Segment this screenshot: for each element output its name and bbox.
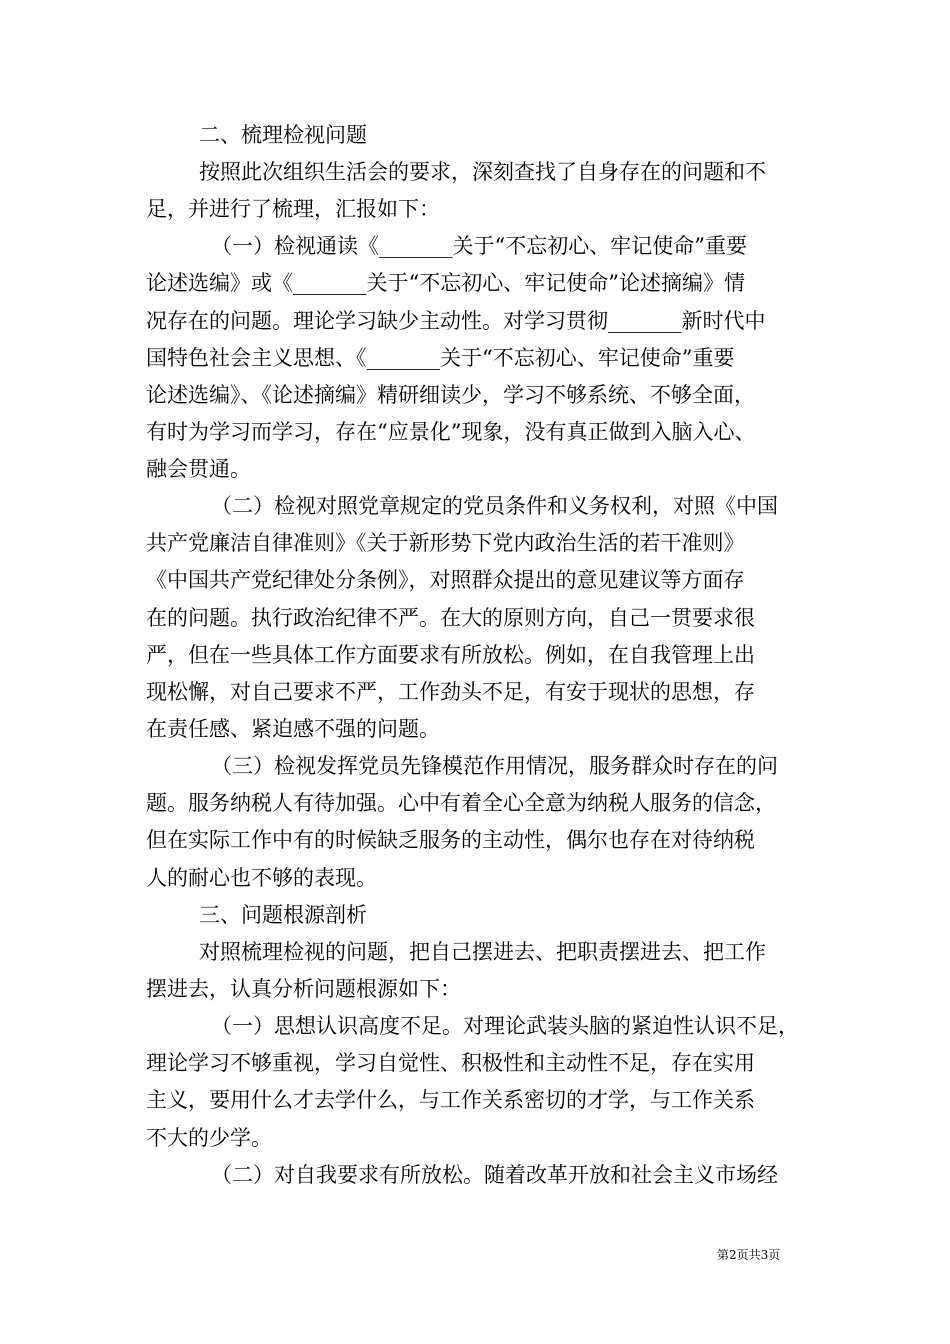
section-heading: 二、梳理检视问题 (199, 123, 367, 147)
paragraph-line: （二）对自我要求有所放松。随着改革开放和社会主义市场经 (211, 1163, 778, 1187)
paragraph-line: 融会贯通。 (146, 457, 251, 481)
paragraph-line: 主义，要用什么才去学什么，与工作关系密切的才学，与工作关系 (146, 1088, 755, 1112)
paragraph-line: 但在实际工作中有的时候缺乏服务的主动性，偶尔也存在对待纳税 (146, 828, 755, 852)
page-number: 第2页共3页 (717, 1248, 781, 1262)
paragraph-line: 理论学习不够重视，学习自觉性、积极性和主动性不足，存在实用 (146, 1051, 755, 1075)
paragraph-line: 题。服务纳税人有待加强。心中有着全心全意为纳税人服务的信念， (146, 791, 776, 815)
paragraph-line: 对照梳理检视的问题，把自己摆进去、把职责摆进去、把工作 (199, 940, 766, 964)
paragraph-line: 不大的少学。 (146, 1126, 272, 1150)
paragraph-line: 在的问题。执行政治纪律不严。在大的原则方向，自己一贯要求很 (146, 606, 755, 630)
paragraph-line: 按照此次组织生活会的要求，深刻查找了自身存在的问题和不 (199, 160, 766, 184)
paragraph-line: 摆进去，认真分析问题根源如下： (146, 977, 461, 1001)
paragraph-line: 《中国共产党纪律处分条例》，对照群众提出的意见建议等方面存 (146, 568, 745, 592)
paragraph-line: （三）检视发挥党员先锋模范作用情况，服务群众时存在的问 (211, 754, 778, 778)
paragraph-line: 论述选编》或《_______关于“不忘初心、牢记使命”论述摘编》情 (146, 271, 745, 295)
paragraph-line: 论述选编》、《论述摘编》精研细读少，学习不够系统、不够全面， (146, 383, 755, 407)
paragraph-line: 现松懈，对自己要求不严，工作劲头不足，有安于现状的思想，存 (146, 680, 755, 704)
section-heading: 三、问题根源剖析 (199, 903, 367, 927)
paragraph-line: 共产党廉洁自律准则》《关于新形势下党内政治生活的若干准则》 (146, 531, 745, 555)
paragraph-line: 况存在的问题。理论学习缺少主动性。对学习贯彻_______新时代中 (146, 309, 766, 333)
paragraph-line: （一）检视通读《_______关于“不忘初心、牢记使命”重要 (211, 234, 747, 258)
paragraph-line: 严，但在一些具体工作方面要求有所放松。例如，在自我管理上出 (146, 643, 755, 667)
paragraph-line: 足，并进行了梳理，汇报如下： (146, 197, 440, 221)
paragraph-line: 人的耐心也不够的表现。 (146, 866, 377, 890)
paragraph-line: （一）思想认识高度不足。对理论武装头脑的紧迫性认识不足， (211, 1014, 799, 1038)
paragraph-line: （二）检视对照党章规定的党员条件和义务权利，对照《中国 (211, 494, 778, 518)
paragraph-line: 在责任感、紧迫感不强的问题。 (146, 717, 440, 741)
paragraph-line: 有时为学习而学习，存在“应景化”现象，没有真正做到入脑入心、 (146, 420, 756, 444)
paragraph-line: 国特色社会主义思想、《_______关于“不忘初心、牢记使命”重要 (146, 346, 735, 370)
